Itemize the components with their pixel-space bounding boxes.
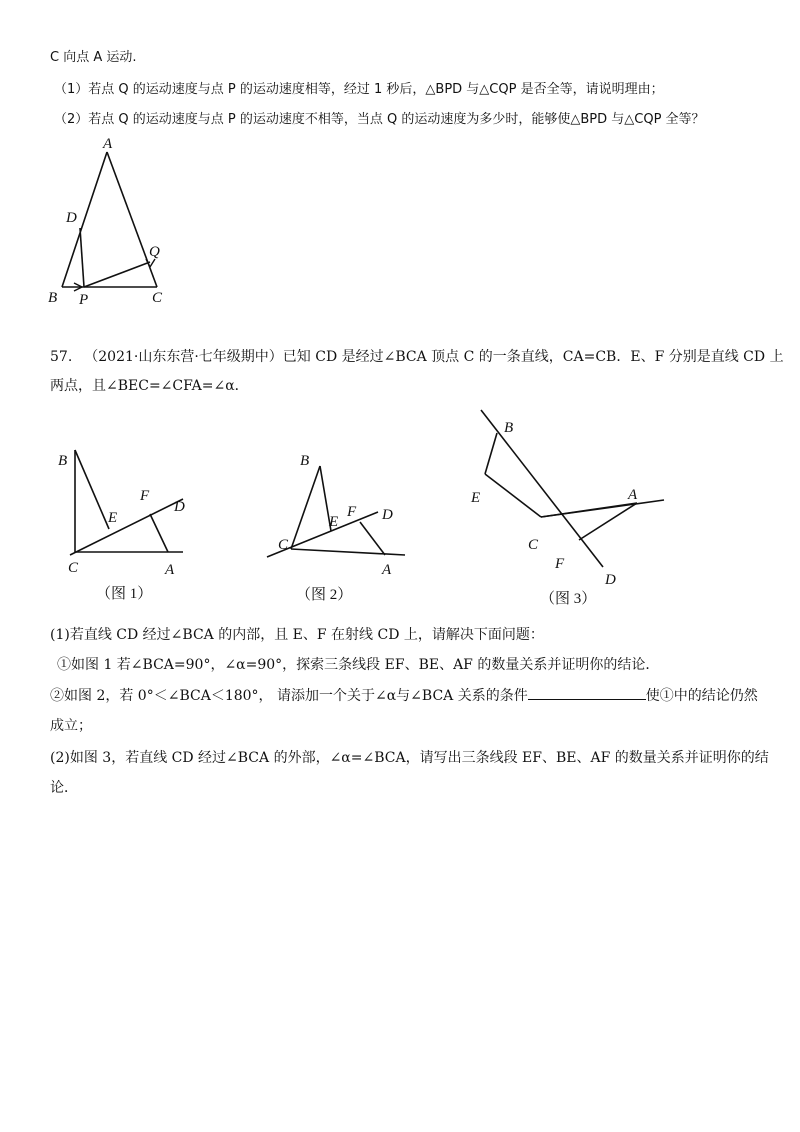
fig1-caption: （图 1）: [96, 586, 153, 602]
q57-stem-line2: 两点，且∠BEC=∠CFA=∠α．: [50, 378, 249, 394]
fig3-label-A: A: [628, 487, 638, 503]
fig2-label-F: F: [347, 504, 357, 520]
fig1-label-E: E: [108, 510, 118, 526]
fig2-caption: （图 2）: [296, 587, 353, 603]
fig2-label-B: B: [300, 453, 310, 469]
label-Q: Q: [149, 244, 160, 260]
label-P: P: [79, 292, 89, 308]
fig3-label-C: C: [528, 537, 539, 553]
label-A: A: [103, 136, 113, 152]
answer-blank[interactable]: [528, 687, 646, 700]
q57-part1-sub1: ①如图 1 若∠BCA=90°，∠α=90°，探索三条线段 EF、BE、AF 的数量关系并证明你的结论．: [57, 657, 660, 673]
question-stem: 已知 CD 是经过∠BCA 顶点 C 的一条直线，CA=CB．E、F 分别是直线 CD 上: [282, 349, 784, 365]
fig1-label-B: B: [58, 453, 68, 469]
sub2-text-after: 使①中的结论仍然: [645, 688, 758, 704]
figure-1: [58, 450, 185, 602]
fig2-label-C: C: [278, 537, 289, 553]
fig2-label-A: A: [382, 562, 392, 578]
q57-part2: (2)如图 3，若直线 CD 经过∠BCA 的外部，∠α=∠BCA，请写出三条线段 EF、BE、AF 的数量关系并证明你的结: [50, 750, 769, 766]
label-C: C: [152, 290, 163, 306]
fig2-label-E: E: [329, 514, 339, 530]
fig1-label-F: F: [140, 488, 150, 504]
q57-part1: (1)若直线 CD 经过∠BCA 的内部，且 E、F 在射线 CD 上，请解决下面问题：: [50, 627, 544, 643]
q56-part2: （2）若点 Q 的运动速度与点 P 的运动速度不相等，当点 Q 的运动速度为多少时，能够使△BPD 与△CQP 全等？: [54, 112, 705, 127]
fig1-label-A: A: [165, 562, 175, 578]
q57-part1-sub2-cont: 成立；: [50, 718, 92, 734]
label-D: D: [66, 210, 77, 226]
label-B: B: [48, 290, 58, 306]
question-source: （2021·山东东营·七年级期中）: [84, 349, 283, 365]
q56-part1: （1）若点 Q 的运动速度与点 P 的运动速度相等，经过 1 秒后，△BPD 与△CQP 是否全等，请说明理由；: [54, 82, 664, 97]
fig3-caption: （图 3）: [540, 591, 597, 607]
fig2-label-D: D: [382, 507, 393, 523]
fig3-label-D: D: [605, 572, 616, 588]
sub2-text-before: ②如图 2，若 0°＜∠BCA＜180°， 请添加一个关于∠α与∠BCA 关系的条件: [50, 688, 528, 704]
figure-2: [267, 453, 405, 603]
fig1-label-C: C: [68, 560, 79, 576]
fig1-label-D: D: [174, 499, 185, 515]
fig3-label-B: B: [504, 420, 514, 436]
q57-part2-cont: 论．: [50, 780, 78, 796]
fig3-label-F: F: [555, 556, 565, 572]
q57-part1-sub2: [50, 687, 758, 705]
question-number: 57.: [50, 349, 73, 365]
fig3-label-E: E: [471, 490, 481, 506]
figure-3: [470, 410, 664, 607]
q56-continuation: C 向点 A 运动.: [50, 50, 137, 65]
